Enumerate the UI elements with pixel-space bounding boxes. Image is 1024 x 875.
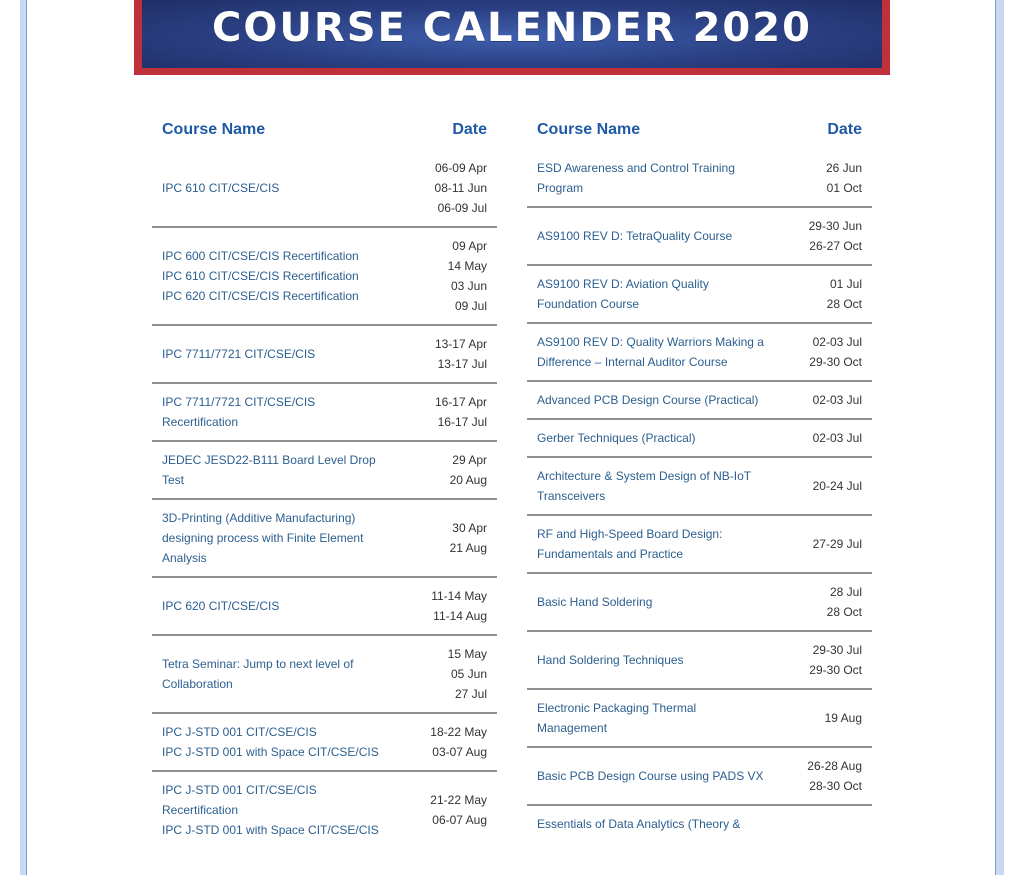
course-date: 28 Oct [826,605,862,619]
course-names [537,226,732,246]
banner-title: COURSE CALENDER 2020 [212,5,812,51]
course-date: 09 Apr [452,239,487,253]
course-dates [450,518,487,558]
course-dates [435,334,487,374]
course-date: 06-09 Jul [437,201,487,215]
course-date: 14 May [447,259,487,273]
right-course-table [527,110,872,842]
course-dates [809,640,862,680]
course-names [162,178,279,198]
course-date: 28 Oct [826,297,862,311]
course-name-header: Course Name [162,121,266,138]
table-row [152,326,497,384]
course-names [162,392,392,432]
course-dates [813,390,862,410]
course-date: 21-22 May [430,793,487,807]
course-name[interactable]: Essentials of Data Analytics (Theory & [537,817,741,831]
course-name[interactable]: IPC 610 CIT/CSE/CIS Recertification [162,269,359,283]
course-date: 06-09 Apr [434,161,487,175]
course-name[interactable]: AS9100 REV D: Aviation Quality Foundation Course [537,277,709,311]
course-name[interactable]: IPC 7711/7721 CIT/CSE/CIS [162,347,316,361]
course-date: 05 Jun [450,667,487,681]
table-row [152,442,497,500]
table-row [152,714,497,772]
table-row [152,150,497,228]
left-table-header [152,110,497,150]
table-row [152,500,497,578]
course-names [537,466,767,506]
course-date: 03 Jun [450,279,487,293]
course-names [537,766,764,786]
course-names [537,274,767,314]
course-dates [450,450,487,490]
course-date: 27-29 Jul [812,537,862,551]
course-names [537,814,740,834]
course-names [537,158,767,198]
course-names [537,390,758,410]
course-names [162,780,392,840]
right-table-body [527,150,872,842]
table-row [527,324,872,382]
course-date: 13-17 Jul [437,357,487,371]
course-date: 30 Apr [452,521,487,535]
course-name[interactable]: IPC 7711/7721 CIT/CSE/CIS Recertification [162,395,316,429]
course-dates [827,582,862,622]
course-name[interactable]: IPC J-STD 001 with Space CIT/CSE/CIS [162,823,379,837]
course-date: 06-07 Aug [432,813,487,827]
course-date: 20 Aug [449,473,487,487]
course-dates [825,708,862,728]
course-date: 16-17 Jul [437,415,487,429]
course-names [162,246,359,306]
course-date: 01 Jul [829,277,862,291]
course-name[interactable]: IPC 600 CIT/CSE/CIS Recertification [162,249,359,263]
course-name[interactable]: Basic PCB Design Course using PADS VX [537,769,764,783]
course-date: 29-30 Oct [809,663,862,677]
course-date: 16-17 Apr [434,395,487,409]
left-table-body [152,150,497,848]
course-date: 09 Jul [454,299,487,313]
course-dates [430,722,487,762]
course-date: 19 Aug [824,711,862,725]
course-date: 29-30 Jun [808,219,862,233]
course-name[interactable]: IPC J-STD 001 with Space CIT/CSE/CIS [162,745,379,759]
course-name[interactable]: 3D-Printing (Additive Manufacturing) designing process with Finite Element Analysis [162,511,364,565]
course-date: 02-03 Jul [812,335,862,349]
course-name[interactable]: Tetra Seminar: Jump to next level of Collaboration [162,657,354,691]
course-names [162,596,279,616]
course-date: 27 Jul [454,687,487,701]
course-dates [813,476,862,496]
course-dates [448,236,487,316]
course-date: 28-30 Oct [809,779,862,793]
course-name[interactable]: Advanced PCB Design Course (Practical) [537,393,759,407]
course-dates [807,756,862,796]
banner-background [142,0,882,68]
course-names [537,698,767,738]
course-dates [431,586,487,626]
course-name[interactable]: ESD Awareness and Control Training Program [537,161,735,195]
course-names [537,524,767,564]
course-date: 11-14 May [431,589,487,603]
course-date: 29-30 Jul [812,643,862,657]
table-row [527,574,872,632]
course-names [162,722,379,762]
course-name[interactable]: IPC 620 CIT/CSE/CIS Recertification [162,289,359,303]
course-date: 11-14 Aug [433,609,487,623]
date-header: Date [452,121,487,138]
course-names [162,508,392,568]
course-name[interactable]: IPC 620 CIT/CSE/CIS [162,599,280,613]
course-names [162,450,392,490]
table-row [527,516,872,574]
course-name[interactable]: Gerber Techniques (Practical) [537,431,696,445]
course-date: 29 Apr [452,453,487,467]
course-date: 28 Jul [829,585,862,599]
course-date: 03-07 Aug [432,745,487,759]
table-row [152,578,497,636]
course-name[interactable]: IPC J-STD 001 CIT/CSE/CIS Recertification [162,783,317,817]
course-dates [813,428,862,448]
course-dates [430,790,487,830]
course-name[interactable]: Architecture & System Design of NB-IoT Transceivers [537,469,751,503]
course-date: 20-24 Jul [812,479,862,493]
course-dates [435,158,487,218]
course-names [537,650,684,670]
course-date: 18-22 May [430,725,487,739]
table-row [152,228,497,326]
course-names [537,332,767,372]
table-row [527,806,872,842]
course-name[interactable]: Basic Hand Soldering [537,595,653,609]
course-names [162,654,392,694]
course-date: 01 Oct [826,181,862,195]
left-course-table [152,110,497,848]
course-dates [813,534,862,554]
course-name[interactable]: IPC 610 CIT/CSE/CIS [162,181,280,195]
course-date: 29-30 Oct [809,355,862,369]
right-table-header [527,110,872,150]
course-date: 08-11 Jun [434,181,487,195]
course-names [537,428,696,448]
table-row [527,748,872,806]
course-date: 02-03 Jul [812,431,862,445]
course-date: 13-17 Apr [434,337,487,351]
course-name[interactable]: JEDEC JESD22-B111 Board Level Drop Test [162,453,376,487]
table-row [152,384,497,442]
table-row [527,632,872,690]
course-name[interactable]: Hand Soldering Techniques [537,653,684,667]
course-dates [448,644,487,704]
course-dates [827,274,862,314]
table-row [527,458,872,516]
course-names [162,344,315,364]
course-name[interactable]: AS9100 REV D: TetraQuality Course [537,229,733,243]
table-row [527,420,872,458]
course-date: 21 Aug [449,541,487,555]
course-name-header: Course Name [537,121,641,138]
table-row [527,690,872,748]
table-row [527,208,872,266]
course-names [537,592,652,612]
course-date: 26-27 Oct [809,239,862,253]
course-name[interactable]: RF and High-Speed Board Design: Fundamentals and Practice [537,527,723,561]
table-row [527,266,872,324]
course-name[interactable]: Electronic Packaging Thermal Management [537,701,697,735]
course-dates [435,392,487,432]
table-row [527,150,872,208]
course-date: 26-28 Aug [807,759,862,773]
course-name[interactable]: IPC J-STD 001 CIT/CSE/CIS [162,725,317,739]
course-name[interactable]: AS9100 REV D: Quality Warriors Making a Difference – Internal Auditor Course [537,335,764,369]
course-dates [809,216,862,256]
table-row [152,636,497,714]
course-date: 15 May [447,647,487,661]
course-calendar-banner [134,0,890,75]
course-date: 02-03 Jul [812,393,862,407]
date-header: Date [827,121,862,138]
table-row [152,772,497,848]
course-date: 26 Jun [825,161,862,175]
course-dates [826,158,862,198]
course-dates [809,332,862,372]
table-row [527,382,872,420]
